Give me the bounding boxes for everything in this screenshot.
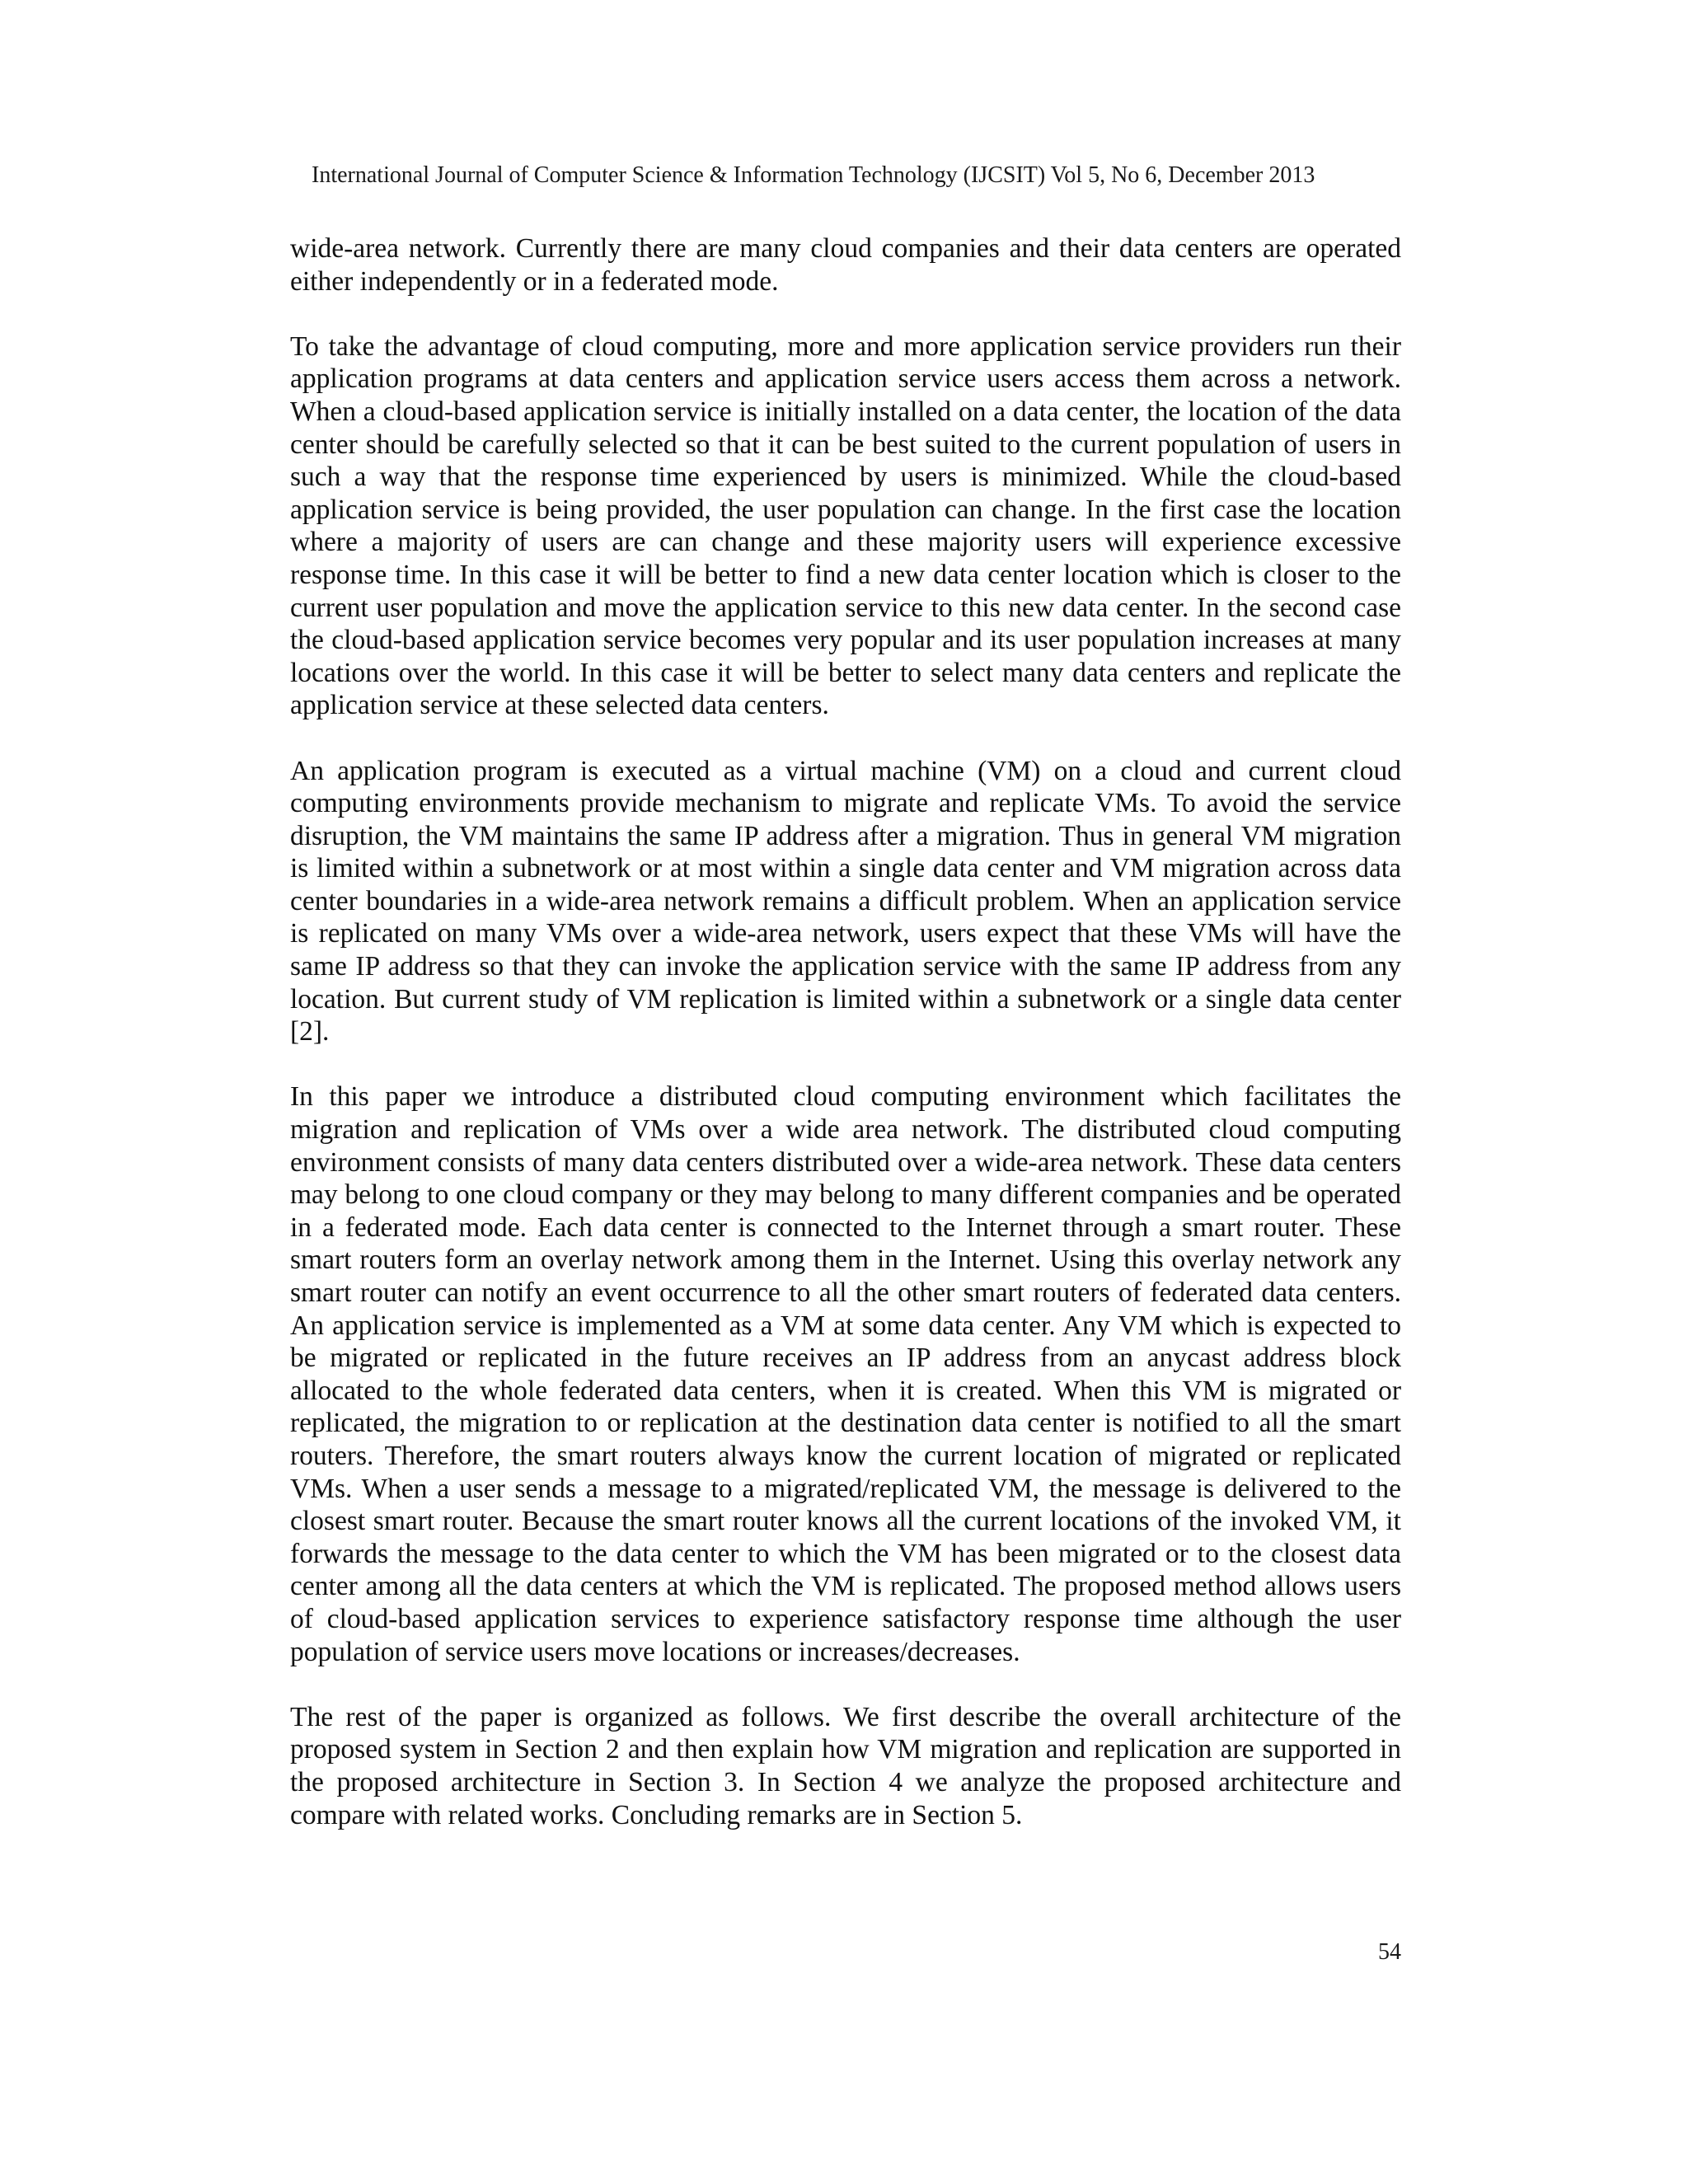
running-header: International Journal of Computer Science & Information Technology (IJCSIT) Vol 5, No 6, December 2013 xyxy=(312,162,1315,188)
body-text xyxy=(290,232,1401,1864)
paragraph-vm-migration: An application program is executed as a virtual machine (VM) on a cloud and current cloud computing environments provide mechanism to migrate and replicate VMs. To avoid the service disruption, the VM maintains the same IP address after a migration. Thus in general VM migration is limited within a subnetwork or at most within a single data center and VM migration across data center boundaries in a wide-area network remains a difficult problem. When an application service is replicated on many VMs over a wide-area network, users expect that these VMs will have the same IP address so that they can invoke the application service with the same IP address from any location. But current study of VM replication is limited within a subnetwork or a single data center [2]. xyxy=(290,755,1401,1047)
paragraph-intro-continuation: wide-area network. Currently there are many cloud companies and their data centers are operated either independently or in a federated mode. xyxy=(290,233,1401,297)
paragraph-paper-organization: The rest of the paper is organized as follows. We first describe the overall architecture of the proposed system in Section 2 and then explain how VM migration and replication are supported in the proposed architecture in Section 3. In Section 4 we analyze the proposed architecture and compare with related works. Concluding remarks are in Section 5. xyxy=(290,1701,1401,1830)
page-number: 54 xyxy=(1378,1939,1401,1965)
paragraph-cloud-advantage: To take the advantage of cloud computing, more and more application service providers run their application programs at data centers and application service users access them across a network. When a cloud-based application service is initially installed on a data center, the location of the data center should be carefully selected so that it can be best suited to the current population of users in such a way that the response time experienced by users is minimized. While the cloud-based application service is being provided, the user population can change. In the first case the location where a majority of users are can change and these majority users will experience excessive response time. In this case it will be better to find a new data center location which is closer to the current user population and move the application service to this new data center. In the second case the cloud-based application service becomes very popular and its user population increases at many locations over the world. In this case it will be better to select many data centers and replicate the application service at these selected data centers. xyxy=(290,330,1401,721)
paragraph-proposed-environment: In this paper we introduce a distributed cloud computing environment which facilitates the migration and replication of VMs over a wide area network. The distributed cloud computing environment consists of many data centers distributed over a wide-area network. These data centers may belong to one cloud company or they may belong to many different companies and be operated in a federated mode. Each data center is connected to the Internet through a smart router. These smart routers form an overlay network among them in the Internet. Using this overlay network any smart router can notify an event occurrence to all the other smart routers of federated data centers. An application service is implemented as a VM at some data center. Any VM which is expected to be migrated or replicated in the future receives an IP address from an anycast address block allocated to the whole federated data centers, when it is created. When this VM is migrated or replicated, the migration to or replication at the destination data center is notified to all the smart routers. Therefore, the smart routers always know the current location of migrated or replicated VMs. When a user sends a message to a migrated/replicated VM, the message is delivered to the closest smart router. Because the smart router knows all the current locations of the invoked VM, it forwards the message to the data center to which the VM has been migrated or to the closest data center among all the data centers at which the VM is replicated. The proposed method allows users of cloud-based application services to experience satisfactory response time although the user population of service users move locations or increases/decreases. xyxy=(290,1081,1401,1667)
